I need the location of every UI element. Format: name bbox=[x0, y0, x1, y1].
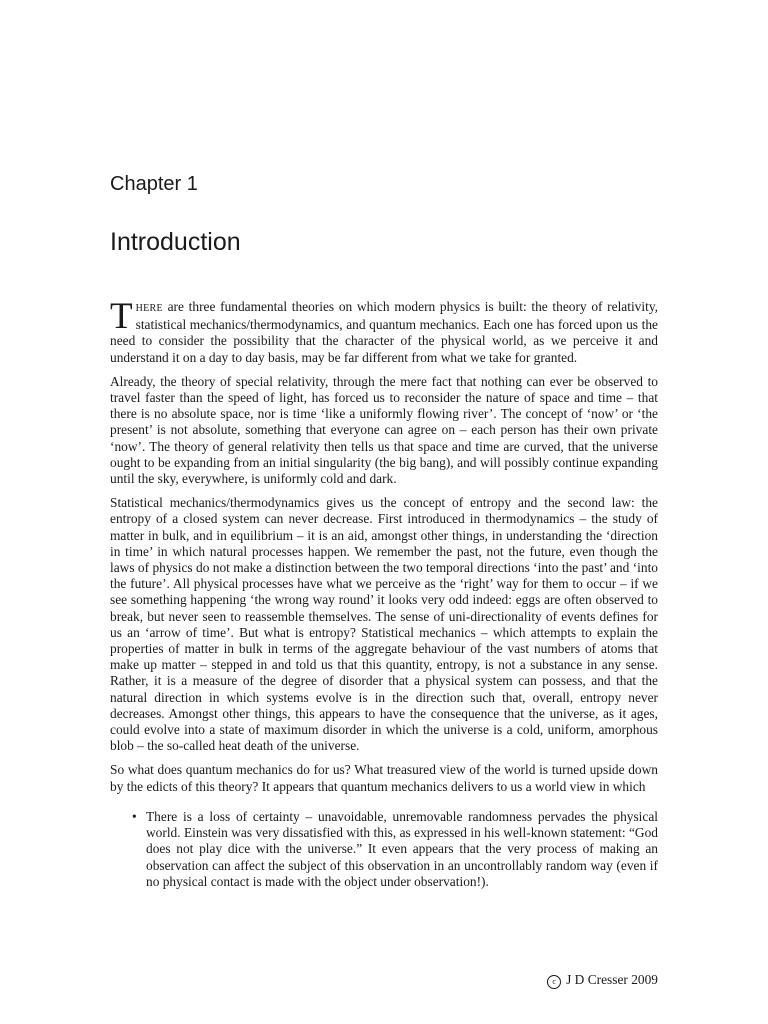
copyright-icon: c bbox=[547, 975, 561, 989]
drop-cap: T bbox=[110, 296, 133, 337]
paragraph-1 bbox=[110, 296, 658, 366]
list-item-text: There is a loss of certainty – unavoidable, unremovable randomness pervades the physical world. Einstein was very dissatisfied with this, as expressed in his well-known statement: “God does not play dice with the universe.” It even appears that the very process of making an observation can affect the subject of this observation in an uncontrollably random way (even if no physical contact is made with the object under observation!). bbox=[146, 808, 658, 889]
paragraph-2: Already, the theory of special relativity, through the mere fact that nothing can ever be observed to travel faster than the speed of light, has forced us to reconsider the nature of space and time – that there is no absolute space, nor is time ‘like a uniformly flowing river’. The concept of ‘now’ or ‘the present’ is not absolute, something that everyone can agree on – each person has their own private ‘now’. The theory of general relativity then tells us that space and time are curved, that the universe ought to be expanding from an initial singularity (the big bang), and will possibly continue expanding until the sky, everywhere, is uniformly cold and dark. bbox=[110, 373, 658, 487]
page-footer bbox=[547, 972, 658, 989]
list-item bbox=[132, 808, 658, 890]
bullet-list bbox=[110, 809, 658, 890]
paragraph-1-text: are three fundamental theories on which modern physics is built: the theory of relativity, statistical mechanics/thermodynamics, and quantum mechanics. Each one has forced upon us the need to consider the possibility that the character of the physical world, as we perceive it and understand it on a day to day basis, may be far different from what we take for granted. bbox=[110, 299, 658, 365]
paragraph-3: Statistical mechanics/thermodynamics gives us the concept of entropy and the second law: the entropy of a closed system can never decrease. First introduced in thermodynamics – the study of matter in bulk, and in equilibrium – it is an aid, amongst other things, in understanding the ‘direction in time’ in which natural processes happen. We remember the past, not the future, even though the laws of physics do not make a distinction between the two temporal directions ‘into the past’ and ‘into the future’. All physical processes have what we perceive as the ‘right’ way for them to occur – if we see something happening ‘the wrong way round’ it looks very odd indeed: eggs are often observed to break, but never seen to reassemble themselves. The sense of uni-directionality of events defines for us an ‘arrow of time’. But what is entropy? Statistical mechanics – which attempts to explain the properties of matter in bulk in terms of the aggregate behaviour of the vast numbers of atoms that make up matter – stepped in and told us that this quantity, entropy, is not a substance in any sense. Rather, it is a measure of the degree of disorder that a physical system can possess, and that the natural direction in which systems evolve is in the direction such that, overall, entropy never decreases. Amongst other things, this appears to have the consequence that the universe, as it ages, could evolve into a state of maximum disorder in which the universe is a cold, uniform, amorphous blob – the so-called heat death of the universe. bbox=[110, 495, 658, 754]
paragraph-4: So what does quantum mechanics do for us? What treasured view of the world is turned upside down by the edicts of this theory? It appears that quantum mechanics delivers to us a world view in which bbox=[110, 762, 658, 794]
small-caps-lead: HERE bbox=[135, 303, 163, 314]
chapter-title: Introduction bbox=[110, 228, 241, 256]
bullet-marker: • bbox=[132, 808, 137, 824]
body-text bbox=[110, 296, 658, 890]
chapter-label: Chapter 1 bbox=[110, 173, 198, 195]
footer-text: J D Cresser 2009 bbox=[566, 972, 658, 987]
